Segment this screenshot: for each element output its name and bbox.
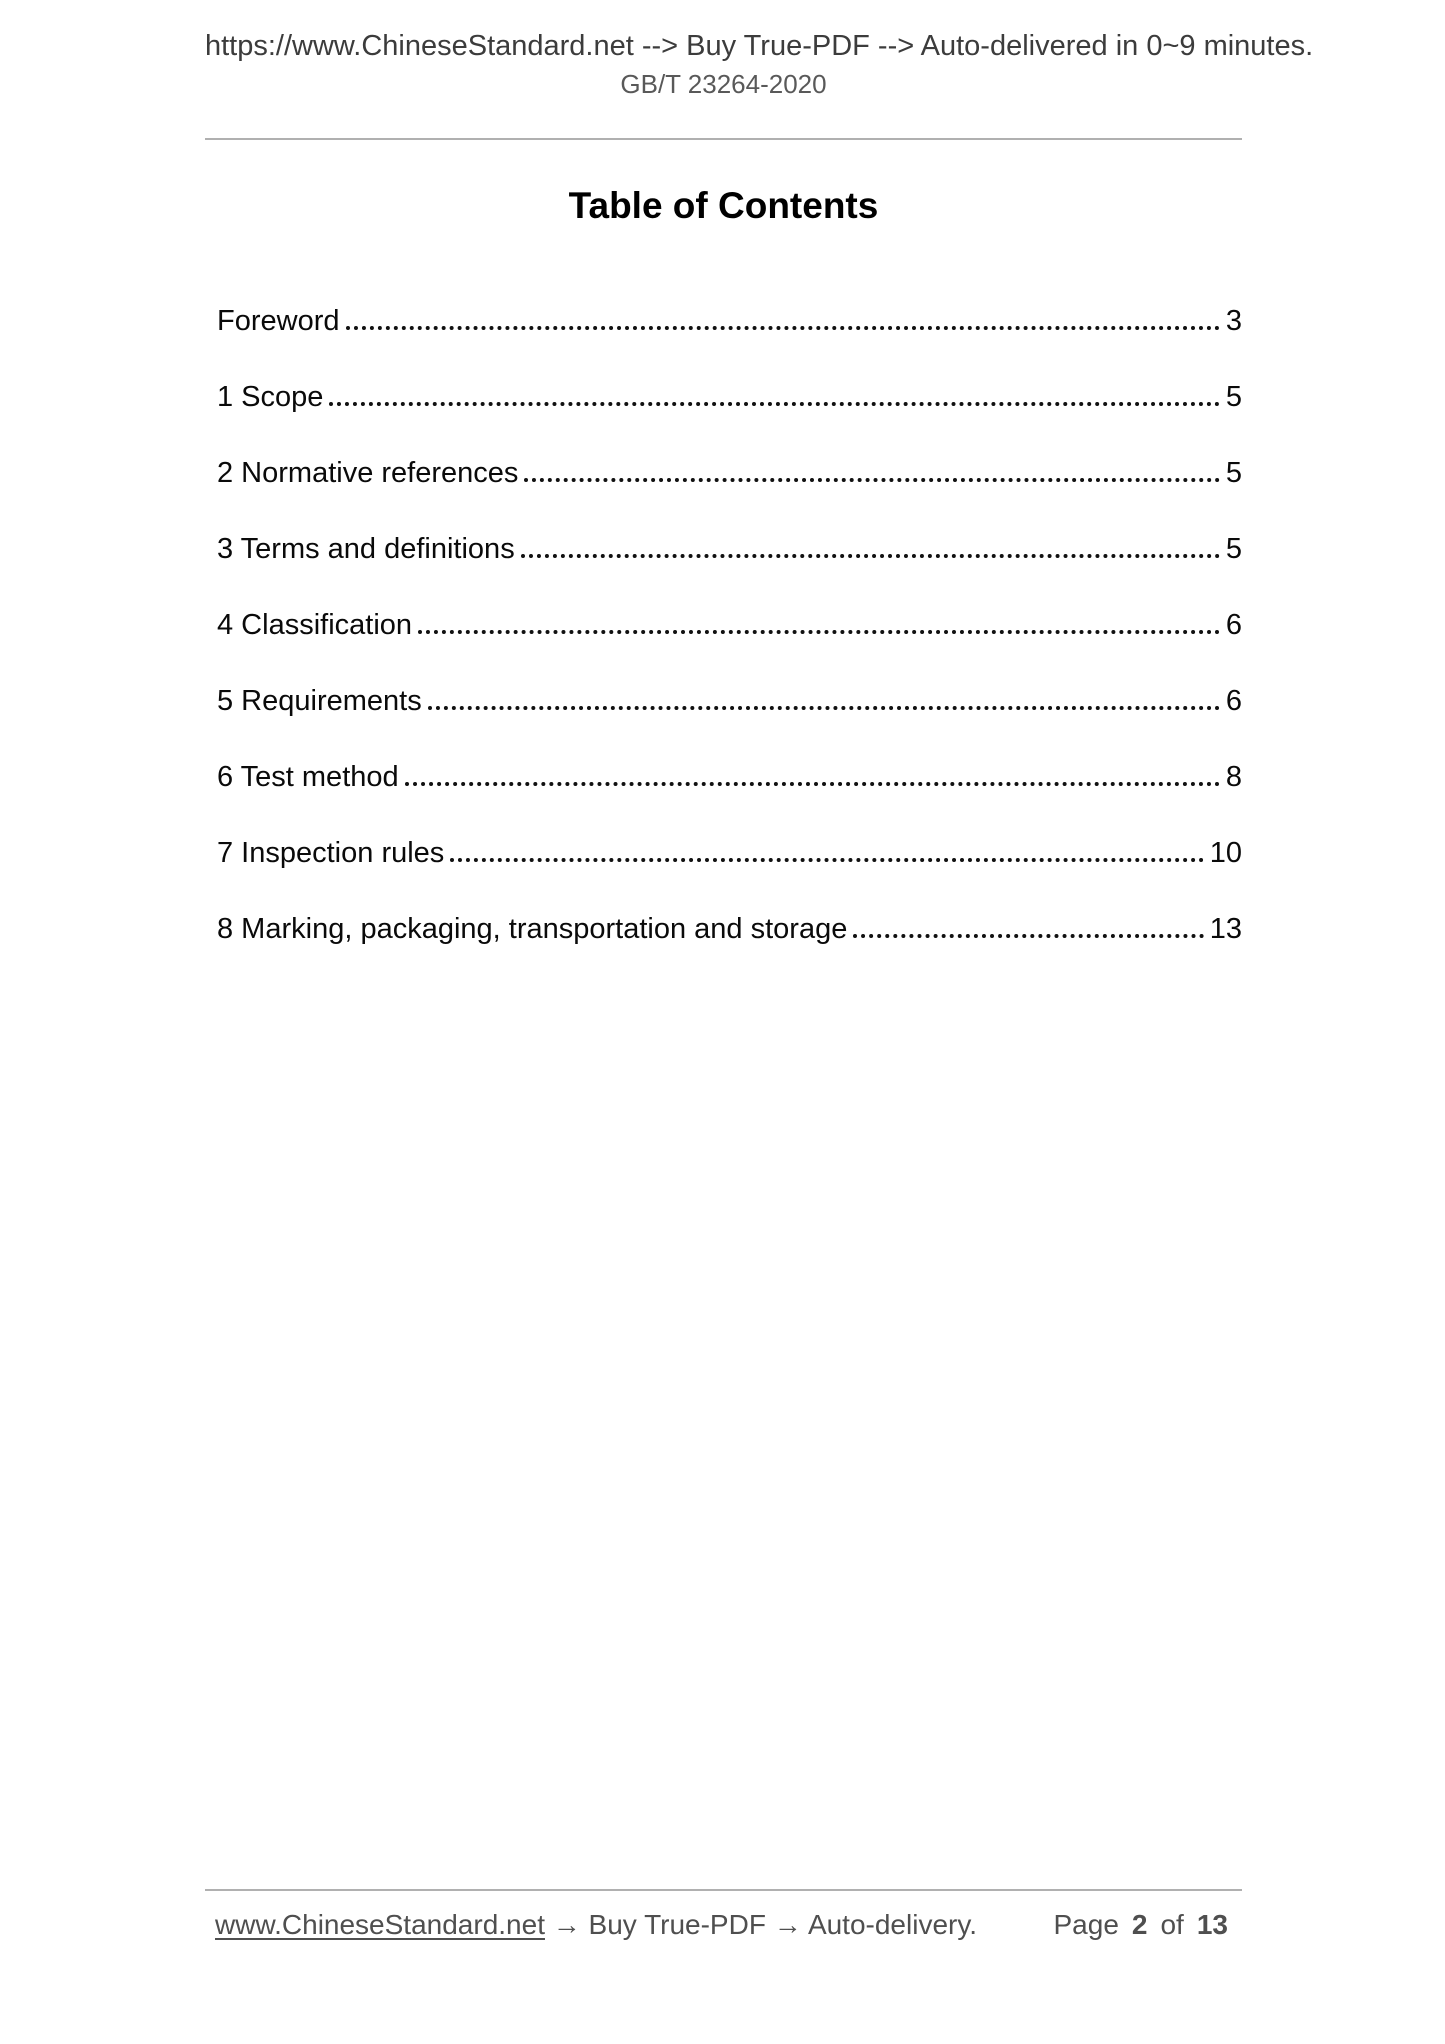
toc-entry <box>217 304 1242 338</box>
toc-page-number: 6 <box>1225 609 1242 641</box>
toc-page-number: 10 <box>1209 837 1242 869</box>
toc-list <box>205 304 1242 946</box>
toc-entry-label: 5 Requirements <box>217 685 422 717</box>
toc-page-number: 6 <box>1225 685 1242 717</box>
toc-dot-leader <box>450 858 1203 862</box>
toc-page-number: 13 <box>1209 913 1242 945</box>
toc-entry <box>217 760 1242 794</box>
footer-rule <box>205 1889 1242 1891</box>
toc-entry-label: 4 Classification <box>217 609 413 641</box>
toc-dot-leader <box>521 554 1220 558</box>
toc-entry <box>217 456 1242 490</box>
toc-entry-label: 7 Inspection rules <box>217 837 445 869</box>
toc-page-number: 3 <box>1225 305 1242 337</box>
standard-code: GB/T 23264-2020 <box>620 69 827 99</box>
page-word: Page <box>1053 1909 1119 1940</box>
page-current: 2 <box>1131 1909 1148 1940</box>
toc-entry <box>217 912 1242 946</box>
toc-entry-label: 8 Marking, packaging, transportation and storage <box>217 913 848 945</box>
toc-entry <box>217 608 1242 642</box>
toc-entry-label: 6 Test method <box>217 761 399 793</box>
toc-dot-leader <box>405 782 1220 786</box>
toc-dot-leader <box>418 630 1220 634</box>
page-title: Table of Contents <box>568 185 879 226</box>
toc-dot-leader <box>329 402 1219 406</box>
toc-entry-label: 1 Scope <box>217 381 324 413</box>
of-word: of <box>1160 1909 1184 1940</box>
toc-page-number: 5 <box>1225 457 1242 489</box>
toc-entry <box>217 380 1242 414</box>
toc-dot-leader <box>853 934 1203 938</box>
toc-dot-leader <box>346 326 1220 330</box>
footer-row <box>205 1907 1242 1943</box>
toc-dot-leader <box>524 478 1219 482</box>
toc-entry-label: Foreword <box>217 305 340 337</box>
toc-entry-label: 3 Terms and definitions <box>217 533 515 565</box>
toc-entry <box>217 532 1242 566</box>
page-total: 13 <box>1196 1909 1228 1940</box>
toc-entry-label: 2 Normative references <box>217 457 519 489</box>
footer-text <box>215 1907 977 1943</box>
footer-delivery-text: → Buy True-PDF → Auto-delivery. <box>552 1909 978 1940</box>
toc-dot-leader <box>428 706 1220 710</box>
toc-page-number: 5 <box>1225 381 1242 413</box>
page-content <box>0 0 1445 946</box>
footer-site-link[interactable]: www.ChineseStandard.net <box>215 1909 545 1940</box>
header-rule <box>205 138 1242 140</box>
toc-entry <box>217 684 1242 718</box>
page-indicator <box>1054 1907 1229 1943</box>
page-footer <box>205 1889 1242 1943</box>
toc-page-number: 8 <box>1225 761 1242 793</box>
toc-entry <box>217 836 1242 870</box>
header-url-line: https://www.ChineseStandard.net --> Buy True-PDF --> Auto-delivered in 0~9 minutes. <box>205 30 1314 62</box>
toc-page-number: 5 <box>1225 533 1242 565</box>
